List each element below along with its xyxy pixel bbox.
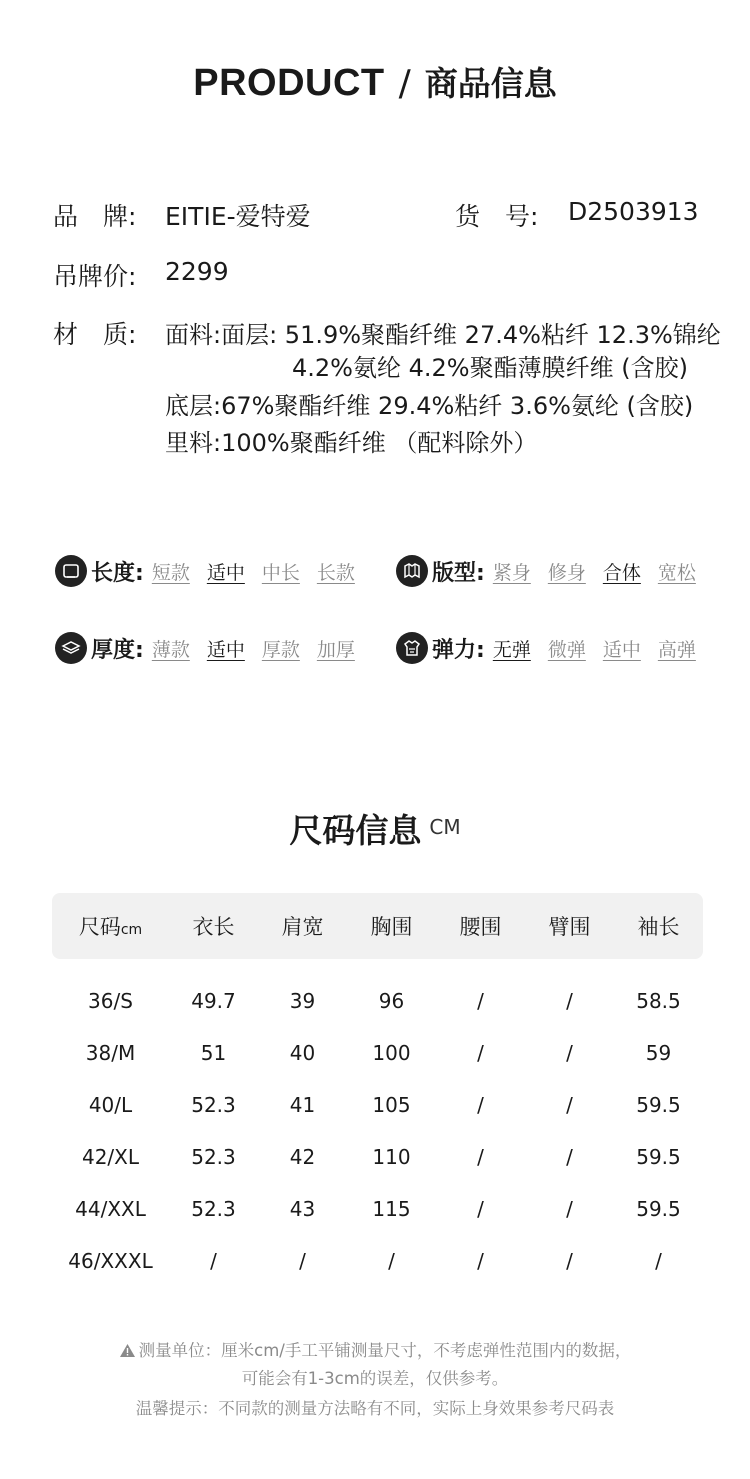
table-cell: / [210,1249,217,1273]
table-cell: 96 [378,989,405,1013]
header-sleeve: 袖长 [637,915,680,939]
price-value: 2299 [165,257,229,286]
attribute-elasticity [396,631,696,665]
header-size-unit: cm [120,922,143,938]
table-cell: 51 [200,1041,227,1065]
length-label: 长度: [91,560,144,586]
table-cell: 36/S [88,989,133,1013]
elasticity-option-selected: 无弹 [492,638,531,661]
fit-icon [396,555,428,587]
table-row [52,1189,703,1229]
table-cell: / [566,1197,573,1221]
length-option: 短款 [151,561,190,584]
thickness-label: 厚度: [91,637,144,663]
table-cell: / [566,1249,573,1273]
table-cell: / [566,1093,573,1117]
table-row [52,1137,703,1177]
table-cell: 59.5 [636,1197,681,1221]
table-cell: / [388,1249,395,1273]
material-label: 材 质: [53,320,137,349]
table-cell: 115 [372,1197,411,1221]
table-cell: 52.3 [191,1197,236,1221]
measurement-note [0,1337,750,1362]
table-cell: 44/XXL [75,1197,146,1221]
table-cell: 110 [372,1145,411,1169]
table-cell: 58.5 [636,989,681,1013]
title-english: PRODUCT [193,62,385,104]
table-cell: / [566,1041,573,1065]
table-cell: / [655,1249,662,1273]
table-cell: 49.7 [191,989,236,1013]
length-option: 长款 [316,561,355,584]
fit-label: 版型: [432,560,485,586]
fit-option: 宽松 [657,561,696,584]
thickness-option-selected: 适中 [206,638,245,661]
elasticity-label: 弹力: [432,637,485,663]
table-cell: 100 [372,1041,411,1065]
note-line-3: 温馨提示：不同款的测量方法略有不同，实际上身效果参考尺码表 [135,1399,615,1418]
table-cell: 41 [289,1093,316,1117]
price-label: 吊牌价: [53,262,137,291]
table-cell: / [477,1041,484,1065]
length-option: 中长 [261,561,300,584]
table-cell: 52.3 [191,1145,236,1169]
table-cell: 59.5 [636,1145,681,1169]
note-line-2: 可能会有1-3cm的误差，仅供参考。 [241,1369,509,1388]
thickness-option: 厚款 [261,638,300,661]
size-title-text: 尺码信息 [289,811,422,850]
table-cell: / [477,989,484,1013]
title-slash: / [398,63,411,104]
fit-option: 紧身 [492,561,531,584]
header-shoulder: 肩宽 [281,915,324,939]
sku-label: 货 号: [455,202,539,231]
attribute-length [55,554,355,588]
fit-option: 修身 [547,561,586,584]
page-title [0,58,750,105]
table-cell: 59 [645,1041,672,1065]
length-icon [55,555,87,587]
elasticity-option: 适中 [602,638,641,661]
table-cell: 39 [289,989,316,1013]
table-cell: 38/M [85,1041,136,1065]
table-cell: / [477,1249,484,1273]
attribute-fit [396,554,696,588]
title-chinese: 商品信息 [424,64,557,103]
table-cell: / [477,1197,484,1221]
header-length: 衣长 [192,915,235,939]
table-cell: 46/XXXL [68,1249,153,1273]
table-cell: 105 [372,1093,411,1117]
sku-value: D2503913 [568,197,699,226]
table-row [52,981,703,1021]
brand-label: 品 牌: [53,202,137,231]
material-line: 面料:面层: 51.9%聚酯纤维 27.4%粘纤 12.3%锦纶 [165,321,721,349]
table-cell: 52.3 [191,1093,236,1117]
table-cell: / [566,1145,573,1169]
table-cell: / [477,1145,484,1169]
table-cell: 40 [289,1041,316,1065]
header-waist: 腰围 [459,915,502,939]
table-cell: / [566,989,573,1013]
table-row [52,1241,703,1281]
table-row [52,1085,703,1125]
table-cell: 43 [289,1197,316,1221]
table-cell: / [299,1249,306,1273]
attribute-thickness [55,631,355,665]
size-section-title [0,805,750,852]
table-cell: 42/XL [81,1145,140,1169]
header-size: 尺码cm [78,915,143,939]
size-table-header [52,893,703,959]
material-line: 里料:100%聚酯纤维 （配料除外） [165,429,538,457]
table-cell: 59.5 [636,1093,681,1117]
note-line-1: 测量单位：厘米cm/手工平铺测量尺寸，不考虑弹性范围内的数据， [138,1341,632,1360]
header-chest: 胸围 [370,915,413,939]
thickness-option: 薄款 [151,638,190,661]
elasticity-option: 微弹 [547,638,586,661]
length-option-selected: 适中 [206,561,245,584]
thickness-option: 加厚 [316,638,355,661]
table-cell: 40/L [88,1093,133,1117]
material-line: 底层:67%聚酯纤维 29.4%粘纤 3.6%氨纶 (含胶) [165,392,694,420]
thickness-icon [55,632,87,664]
elasticity-icon [396,632,428,664]
table-cell: / [477,1093,484,1117]
material-line: 4.2%氨纶 4.2%聚酯薄膜纤维 (含胶) [292,354,688,382]
fit-option-selected: 合体 [602,561,641,584]
size-title-unit: CM [429,815,461,839]
table-cell: 42 [289,1145,316,1169]
brand-value: EITIE-爱特爱 [165,202,311,231]
warning-icon [119,1343,136,1362]
table-row [52,1033,703,1073]
elasticity-option: 高弹 [657,638,696,661]
header-arm: 臂围 [548,915,591,939]
